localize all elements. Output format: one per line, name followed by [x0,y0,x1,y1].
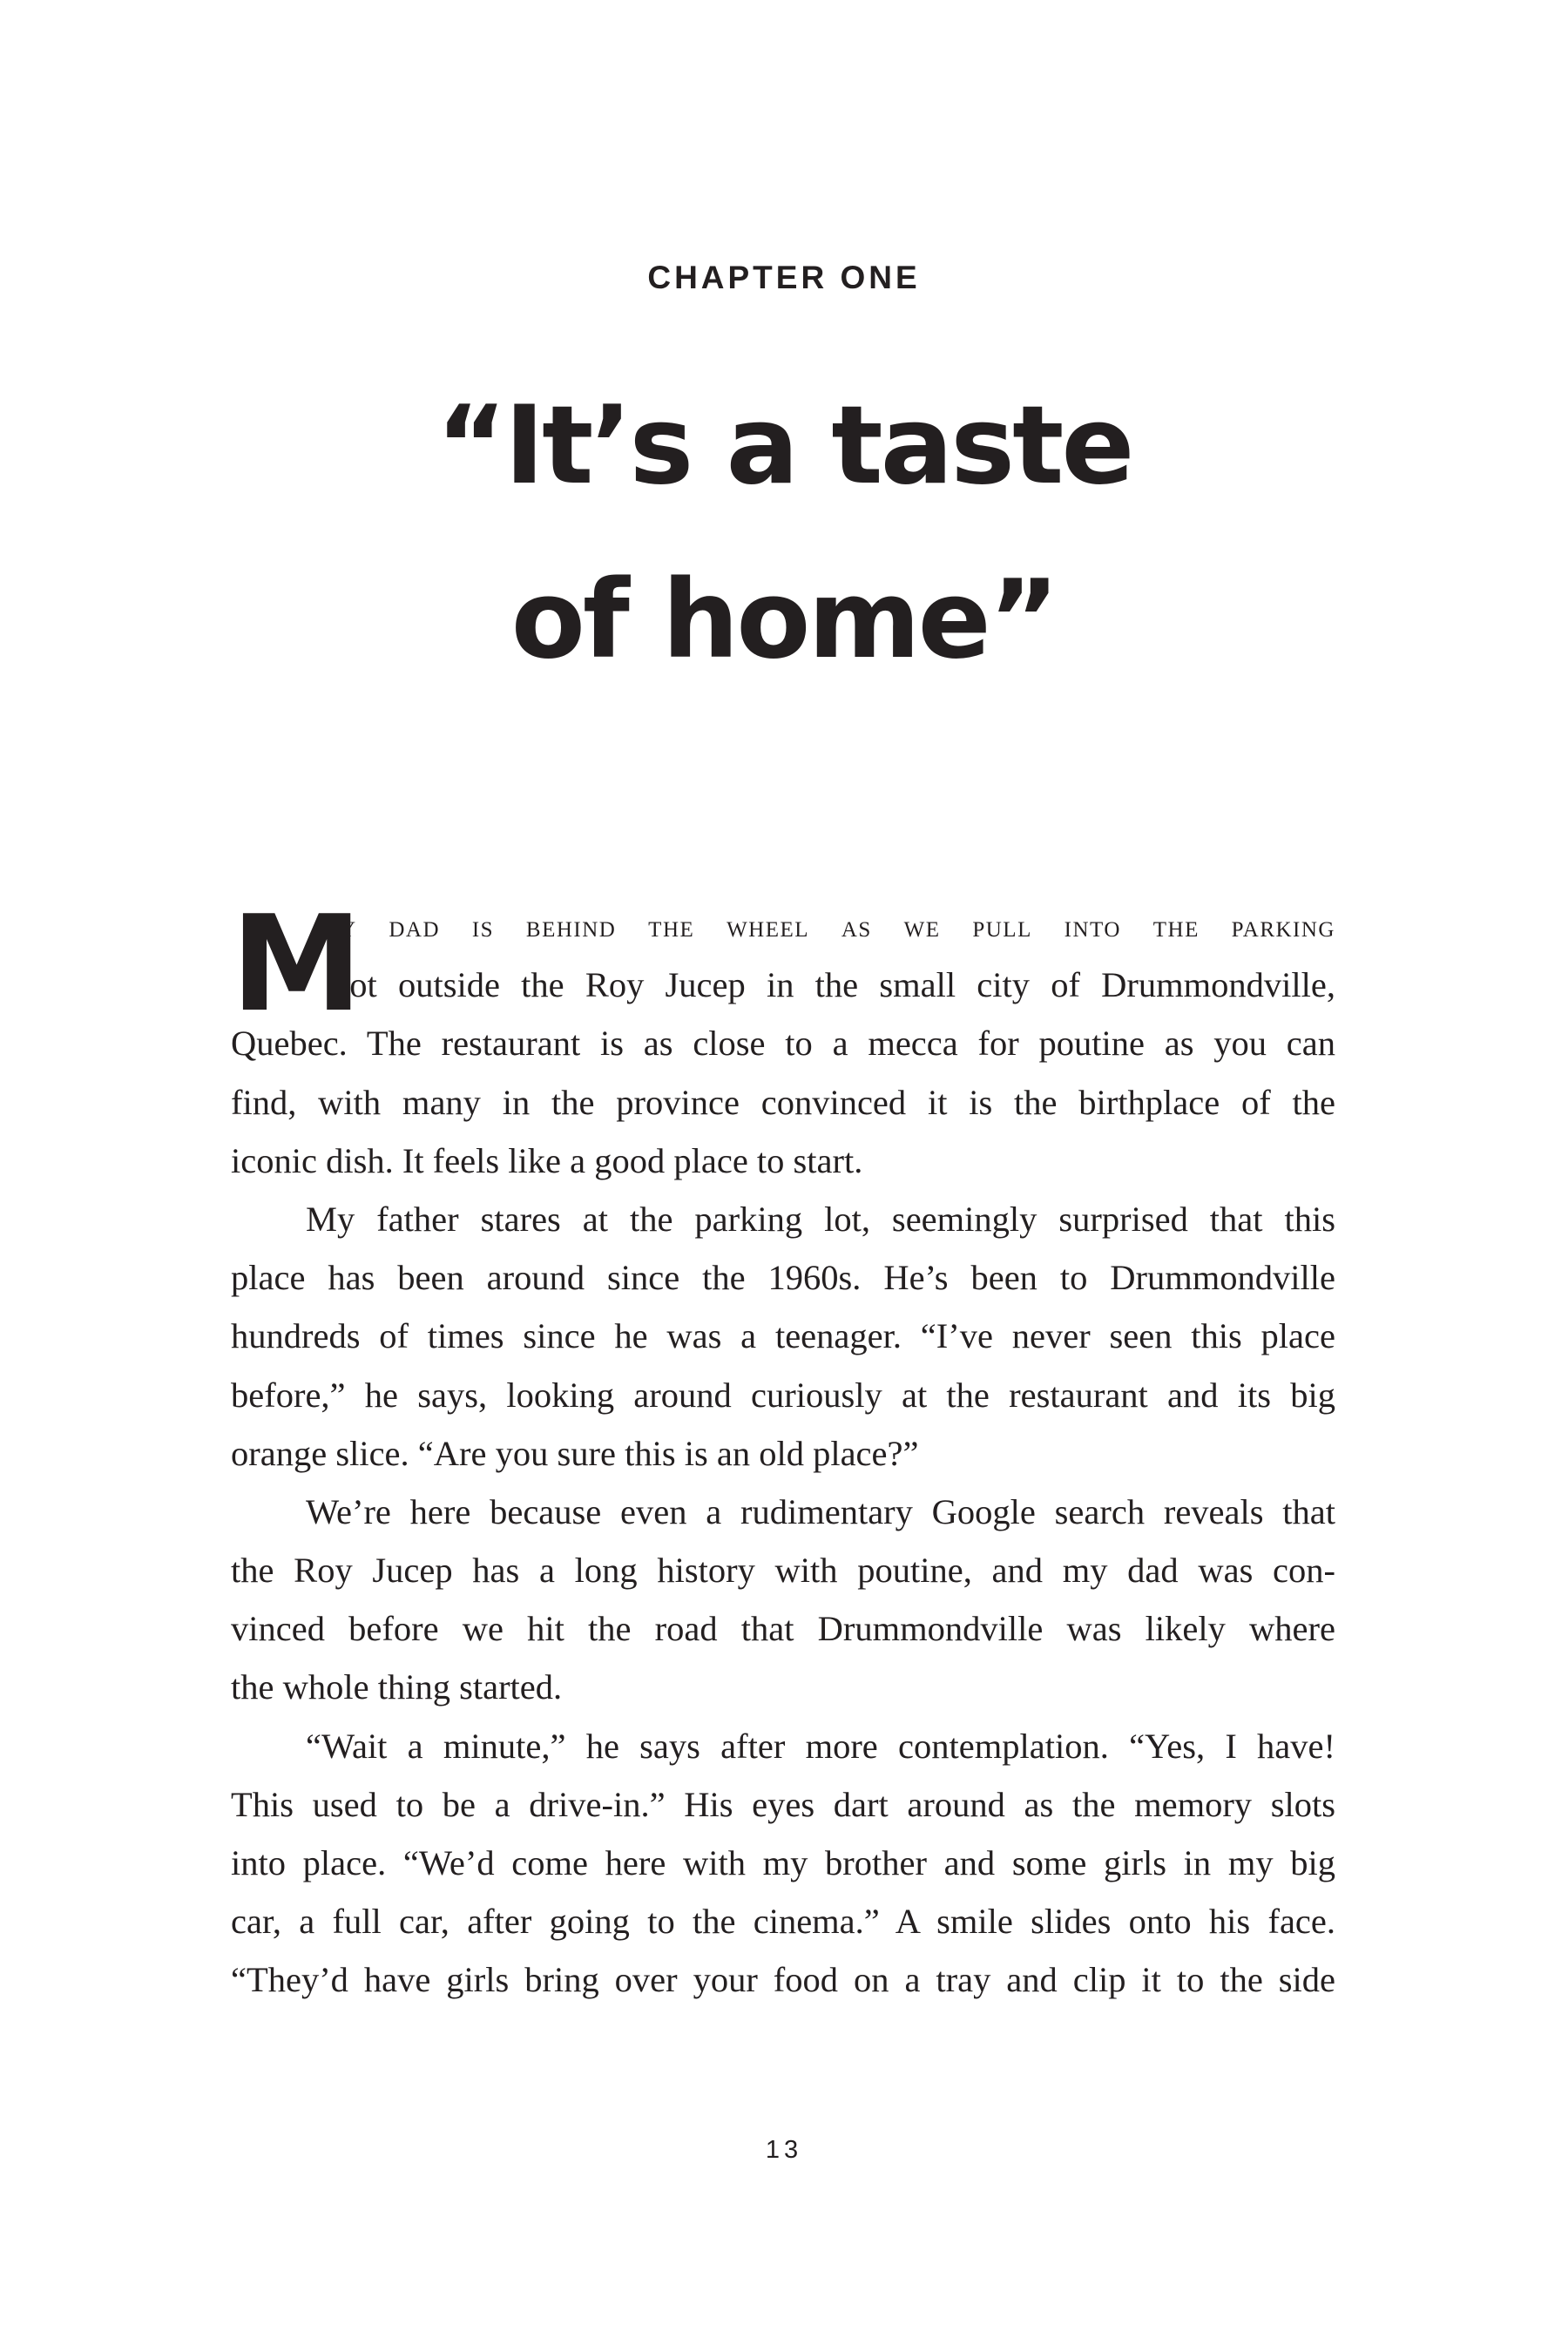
text-line: Quebec. The restaurant is as close to a mecca for poutine as you can [231,1024,1335,1064]
text-line: orange slice. “Are you sure this is an old place?” [231,1433,919,1473]
chapter-title [0,359,1568,707]
opening-line: y dad is behind the wheel as we pull into the parking [340,909,1335,943]
chapter-title-line: “It’s a taste [436,383,1132,509]
text-line: find, with many in the province convinced it is the birthplace of the [231,1082,1335,1122]
drop-cap: M [231,887,363,1041]
text-line: vinced before we hit the road that Drummondville was likely where [231,1609,1335,1649]
text-line: My father stares at the parking lot, seemingly surprised that this [306,1199,1335,1239]
page-number: 13 [765,2136,803,2164]
text-line: We’re here because even a rudimentary Google search reveals that [306,1491,1335,1531]
text-line: car, a full car, after going to the cinema.” A smile slides onto his face. [231,1902,1335,1942]
text-line: before,” he says, looking around curiously at the restaurant and its big [231,1375,1335,1415]
text-line: the Roy Jucep has a long history with poutine, and my dad was con- [231,1551,1335,1591]
text-line: iconic dish. It feels like a good place to start. [231,1140,863,1180]
text-line: place has been around since the 1960s. He’s been to Drummondville [231,1258,1335,1298]
chapter-title-line: of home” [510,558,1058,683]
body-text [231,887,1335,2010]
text-line: lot outside the Roy Jucep in the small city of Drummondville, [340,965,1335,1005]
text-line: “They’d have girls bring over your food on a tray and clip it to the side [231,1960,1335,2000]
text-line: hundreds of times since he was a teenager. “I’ve never seen this place [231,1316,1335,1356]
chapter-label: CHAPTER ONE [647,260,921,295]
text-line: into place. “We’d come here with my brother and some girls in my big [231,1843,1335,1882]
text-line: This used to be a drive-in.” His eyes dart around as the memory slots [231,1784,1335,1824]
text-line: “Wait a minute,” he says after more contemplation. “Yes, I have! [306,1726,1335,1766]
text-line: the whole thing started. [231,1667,563,1707]
